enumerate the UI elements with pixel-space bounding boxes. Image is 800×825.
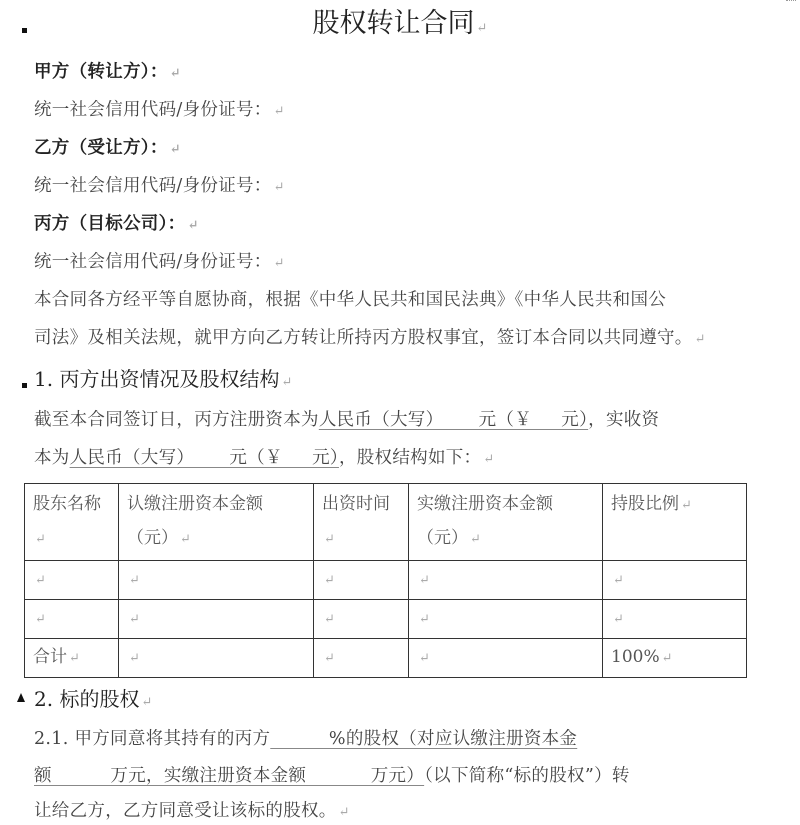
text: 本为 bbox=[34, 448, 70, 468]
cell[interactable] bbox=[119, 600, 314, 639]
text: 2.1. 甲方同意将其持有的丙方 bbox=[34, 729, 271, 749]
party-c-id-label: 统一社会信用代码/身份证号： ↵ bbox=[34, 250, 285, 276]
cell[interactable] bbox=[119, 639, 314, 678]
table-row bbox=[25, 561, 747, 600]
amount-blank[interactable]: 额 万元，实缴注册资本金额 万元） bbox=[34, 766, 425, 786]
text: （以下简称“标的股权”）转 bbox=[424, 766, 630, 786]
party-a-id-label: 统一社会信用代码/身份证号： ↵ bbox=[34, 98, 285, 124]
cell[interactable] bbox=[314, 561, 409, 600]
cell[interactable] bbox=[25, 561, 119, 600]
header-subscribed: 认缴注册资本金额（元） ↵ bbox=[119, 484, 314, 561]
page-corner-mark bbox=[786, 0, 796, 2]
heading-bullet bbox=[22, 383, 27, 388]
header-ratio: 持股比例 ↵ bbox=[603, 484, 747, 561]
party-a-label: 甲方（转让方）： ↵ bbox=[34, 60, 181, 86]
cell[interactable] bbox=[603, 561, 747, 600]
section-1-line-1 bbox=[34, 408, 659, 432]
preamble-line-1: 本合同各方经平等自愿协商，根据《中华人民共和国民法典》《中华人民共和国公 bbox=[34, 290, 667, 310]
party-c-label: 丙方（目标公司）： ↵ bbox=[34, 212, 199, 238]
cell[interactable] bbox=[314, 600, 409, 639]
paid-capital-blank[interactable]: 人民币（大写） 元（￥ 元） bbox=[69, 448, 339, 468]
header-time: 出资时间 ↵ bbox=[314, 484, 409, 561]
cell[interactable] bbox=[119, 561, 314, 600]
collapse-triangle-icon[interactable] bbox=[17, 693, 25, 702]
section-1-line-2 bbox=[34, 446, 495, 472]
section-2-heading: 2. 标的股权 ↵ bbox=[34, 686, 152, 716]
text: ，实收资 bbox=[588, 410, 660, 430]
header-paid: 实缴注册资本金额（元） ↵ bbox=[409, 484, 603, 561]
header-shareholder: 股东名称 ↵ bbox=[25, 484, 119, 561]
party-b-label: 乙方（受让方）： ↵ bbox=[34, 136, 181, 162]
cell[interactable] bbox=[409, 600, 603, 639]
equity-percent-blank[interactable]: %的股权（对应认缴注册资本金 bbox=[270, 729, 578, 749]
cell[interactable] bbox=[409, 639, 603, 678]
table-row bbox=[25, 600, 747, 639]
document-title: 股权转让合同 ↵ bbox=[0, 6, 800, 47]
cell[interactable] bbox=[314, 639, 409, 678]
text: ，股权结构如下： bbox=[338, 448, 482, 468]
text: 截至本合同签订日，丙方注册资本为 bbox=[34, 410, 319, 430]
cell[interactable] bbox=[25, 600, 119, 639]
section-2-line-3: 让给乙方，乙方同意受让该标的股权。 ↵ bbox=[34, 799, 350, 825]
table-total-row bbox=[25, 639, 747, 678]
party-b-id-label: 统一社会信用代码/身份证号： ↵ bbox=[34, 174, 285, 200]
section-2-line-2 bbox=[34, 764, 630, 788]
section-1-heading: 1. 丙方出资情况及股权结构 ↵ bbox=[34, 366, 292, 396]
table-header-row bbox=[25, 484, 747, 561]
cell[interactable]: 100% ↵ bbox=[603, 639, 747, 678]
shareholding-table bbox=[24, 483, 747, 678]
section-2-line-1 bbox=[34, 727, 577, 751]
cell[interactable]: 合计 ↵ bbox=[25, 639, 119, 678]
cell[interactable] bbox=[409, 561, 603, 600]
cell[interactable] bbox=[603, 600, 747, 639]
capital-blank[interactable]: 人民币（大写） 元（￥ 元） bbox=[318, 410, 589, 430]
preamble-line-2: 司法》及相关法规，就甲方向乙方转让所持丙方股权事宜，签订本合同以共同遵守。 ↵ bbox=[34, 326, 706, 352]
